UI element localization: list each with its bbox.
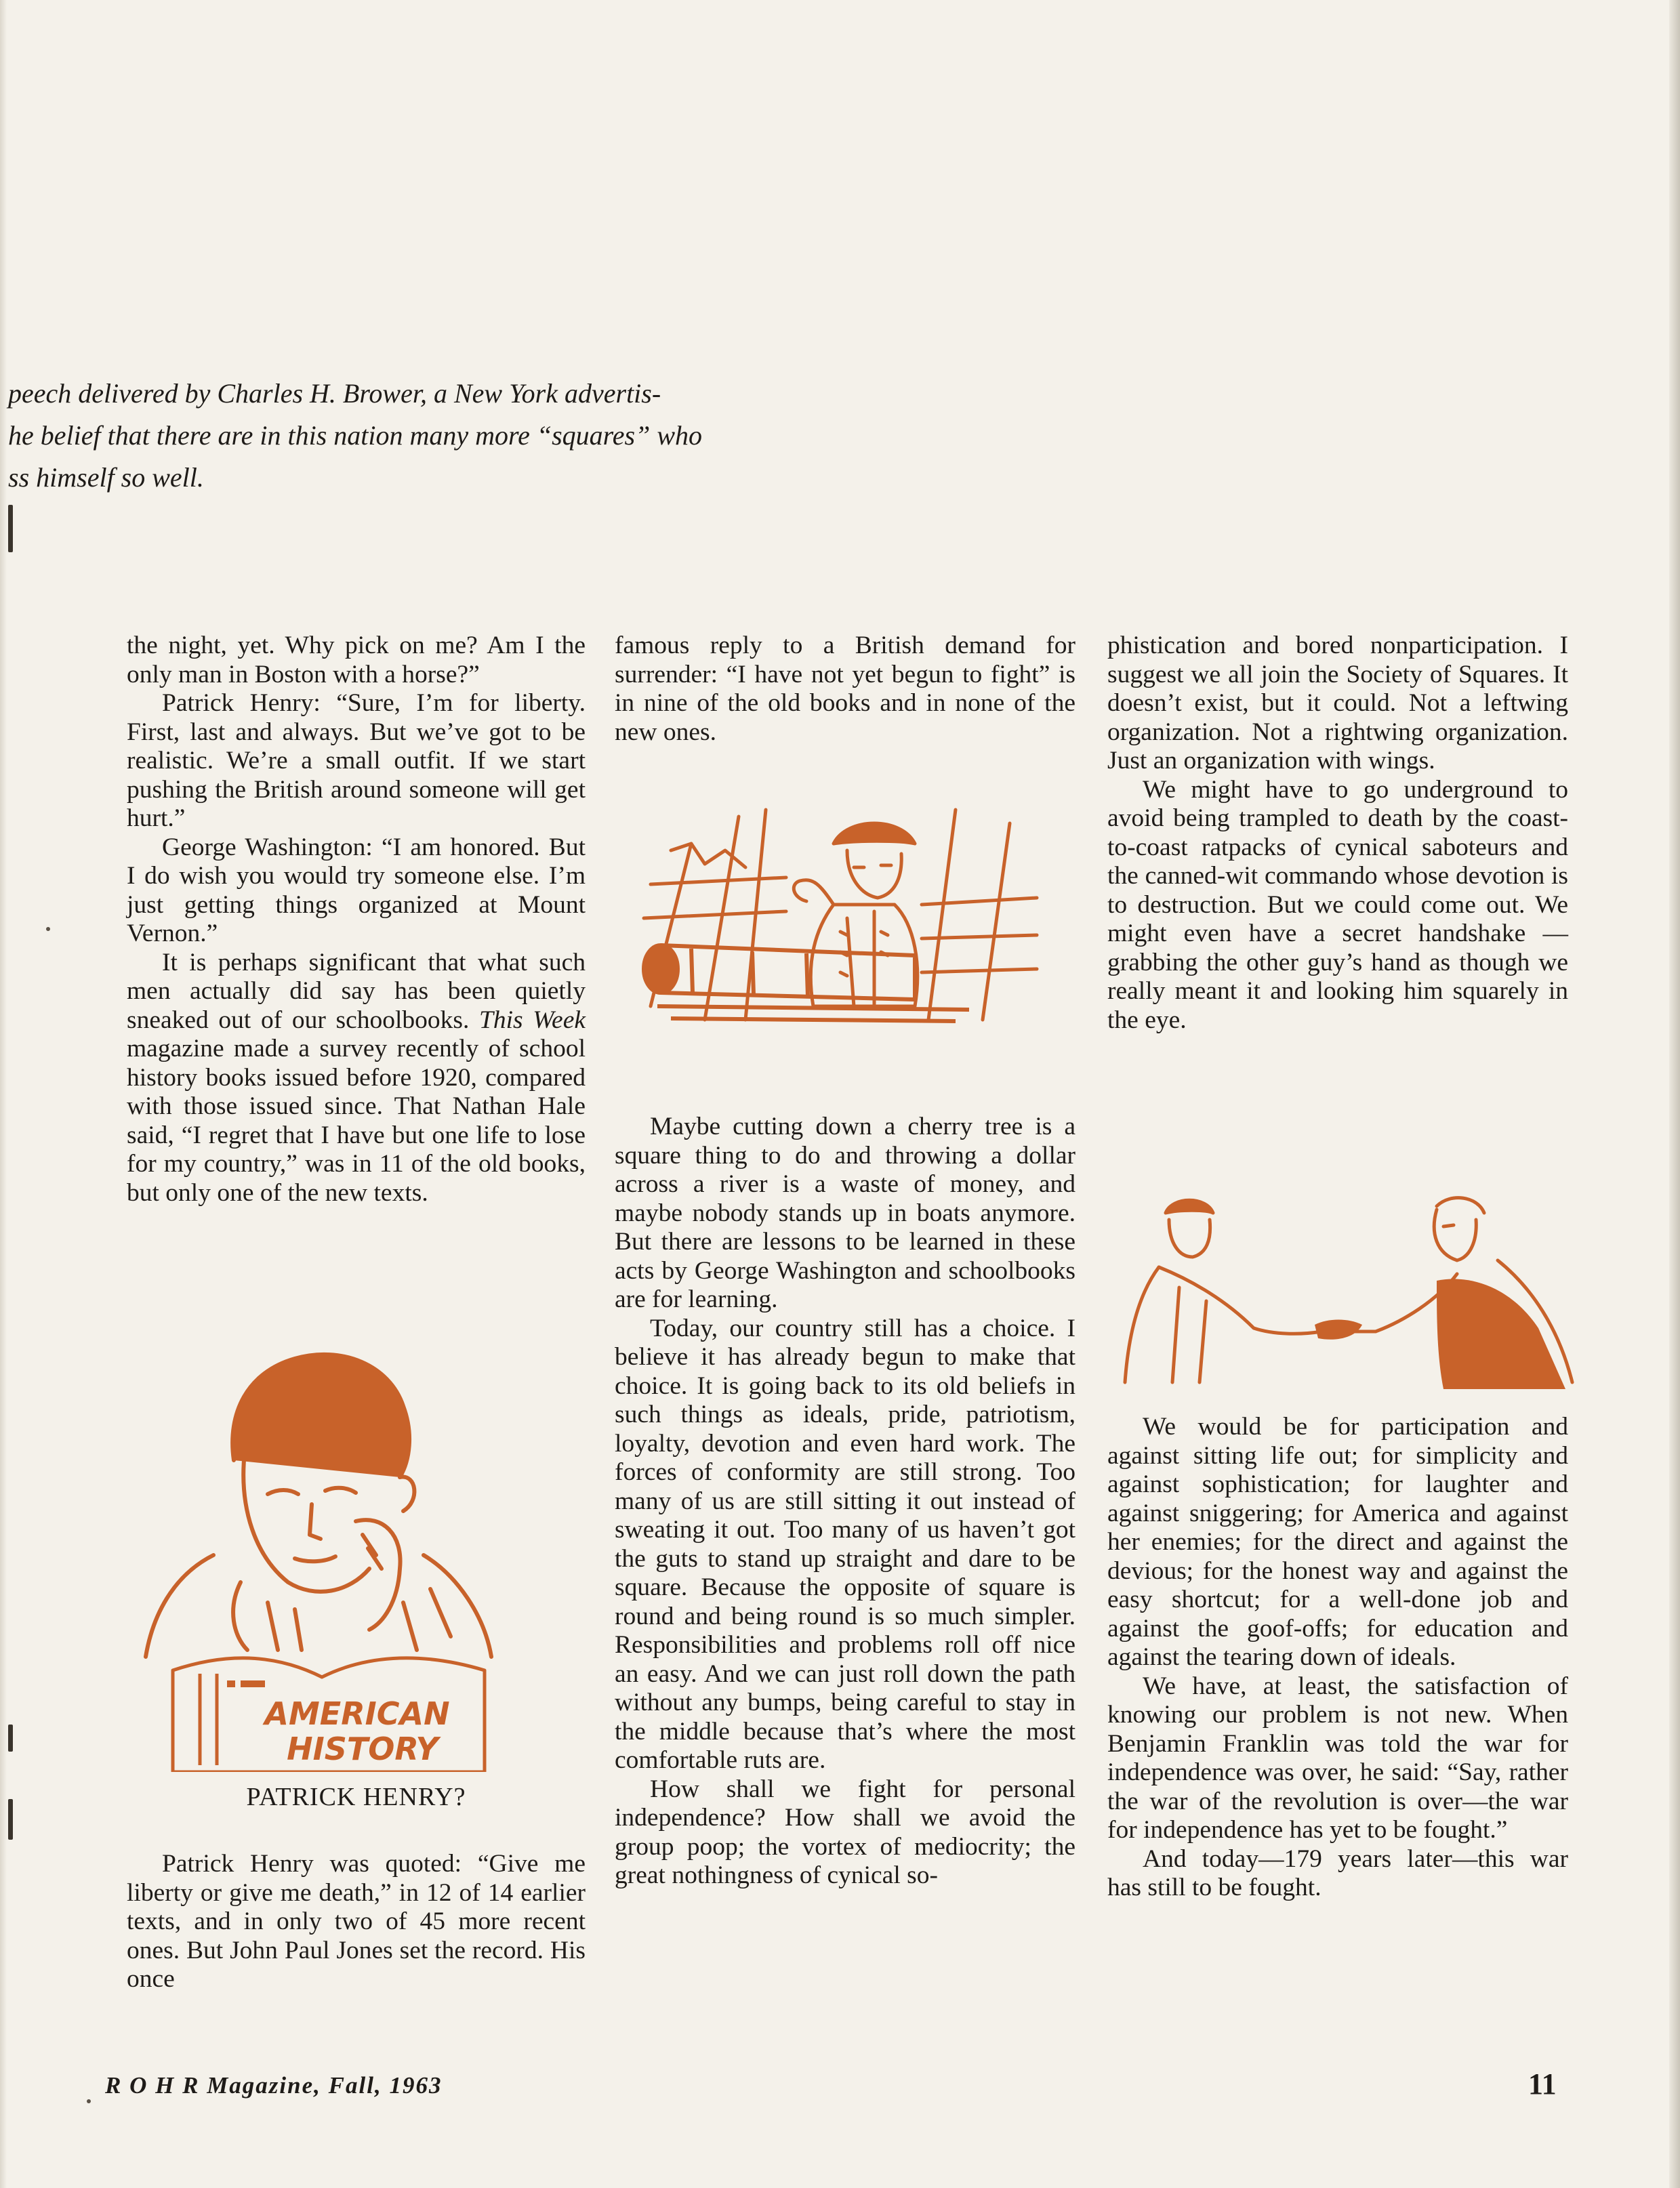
paragraph: phistication and bored nonparticipation. I suggest we all join the Society of Squares. It doesn’t exist, but it could. Not a leftwing organization. Not a rightwing organization. Just an organization with wings. [1107,632,1568,775]
publication-footer: R O H R Magazine, Fall, 1963 [105,2072,443,2099]
paragraph: How shall we fight for personal independence? How shall we avoid the group poop; the vortex of mediocrity; the great nothingness of cynical so- [615,1775,1075,1889]
book-cover-title: HISTORY [287,1731,438,1767]
boy-reading-history-book-illustration [132,1332,512,1772]
illustration-caption: PATRICK HENRY? [246,1783,466,1811]
intro-line: peech delivered by Charles H. Brower, a New York advertis- [8,378,661,409]
paragraph-text: It is perhaps significant that what such men actually did say has been quietly sneaked out of our schoolbooks. [127,948,586,1034]
column-3-continued [1107,1413,1568,1903]
paragraph: the night, yet. Why pick on me? Am I the only man in Boston with a horse?” [127,632,586,688]
paragraph: George Washington: “I am honored. But I do wish you would try someone else. I’m just getting things organized at Mount Vernon.” [127,833,586,947]
paragraph: Patrick Henry was quoted: “Give me liberty or give me death,” in 12 of 14 earlier texts, and in only two of 45 more recent ones. But John Paul Jones set the record. His once [127,1850,586,1993]
column-3 [1107,632,1568,1035]
paragraph: We would be for participation and against sitting life out; for simplicity and against sophistication; for laughter and against sniggering; for America and against her enemies; for the direct and against the devious; for the honest way and against the easy shortcut; for a well-done job and against the goof-offs; for education and against the tearing down of ideals. [1107,1413,1568,1671]
paragraph [127,949,586,1208]
handshake-illustration [1118,1193,1579,1396]
paragraph: We have, at least, the satisfaction of knowing our problem is not new. When Benjamin Franklin was told the war for independence was over, he said: “Say, rather the war of the revolution is over—the war for independence has yet to be fought.” [1107,1672,1568,1844]
column-1 [127,632,586,1207]
page-number: 11 [1528,2067,1557,2101]
paragraph: And today—179 years later—this war has still to be fought. [1107,1844,1568,1901]
print-speck [46,927,50,931]
magazine-title: This Week [479,1006,586,1034]
intro-italic-text [0,373,779,499]
binding-staple [8,505,13,552]
paragraph: We might have to go underground to avoid being trampled to death by the coast-to-coast ratpacks of cynical saboteurs and the canned-wit commando whose devotion is to destruction. But we could come out. We might even have a secret handshake —grabbing the other guy’s hand as though we really meant it and looking him squarely in the eye. [1107,775,1568,1034]
paragraph: Today, our country still has a choice. I believe it has already begun to make that choice. It is going back to its old beliefs in such things as ideals, pride, patriotism, loyalty, devotion and even hard work. The forces of conformity are still strong. Too many of us are still sitting it out instead of sweating it out. Too many of us haven’t got the guts to stand up straight and dare to be square. Because the opposite of square is round and being round is so much simpler. Responsibilities and problems roll off nice an easy. And we can just roll down the path without any bumps, being careful to stay in the middle because that’s where the most comfortable ruts are. [615,1314,1075,1774]
intro-line: ss himself so well. [8,462,204,493]
page-edge [1669,0,1680,2188]
binding-staple [8,1799,13,1840]
book-cover-title: AMERICAN [264,1695,450,1732]
page-gutter-shadow [0,0,7,2188]
paragraph: famous reply to a British demand for surrender: “I have not yet begun to fight” is in nine of the old books and in none of the new ones. [615,632,1075,746]
paragraph: Patrick Henry: “Sure, I’m for liberty. First, last and always. But we’ve got to be realistic. We’re a small outfit. If we start pushing the British around someone will get hurt.” [127,689,586,832]
print-speck [87,2099,91,2103]
column-2 [615,632,1075,747]
paragraph-text: magazine made a survey recently of school history books issued before 1920, compared with those issued since. That Nathan Hale said, “I regret that I have but one life to lose for my country,” was in 11 of the old books, but only one of the new texts. [127,1035,586,1207]
intro-line: he belief that there are in this nation many more “squares” who [8,420,703,451]
binding-staple [8,1725,13,1752]
ship-cannon-captain-illustration [630,803,1064,1027]
paragraph: Maybe cutting down a cherry tree is a square thing to do and throwing a dollar across a river is a waste of money, and maybe nobody stands up in boats anymore. But there are lessons to be learned in these acts by George Washington and schoolbooks are for learning. [615,1113,1075,1313]
column-1-continued [127,1850,586,1994]
column-2-continued [615,1113,1075,1891]
